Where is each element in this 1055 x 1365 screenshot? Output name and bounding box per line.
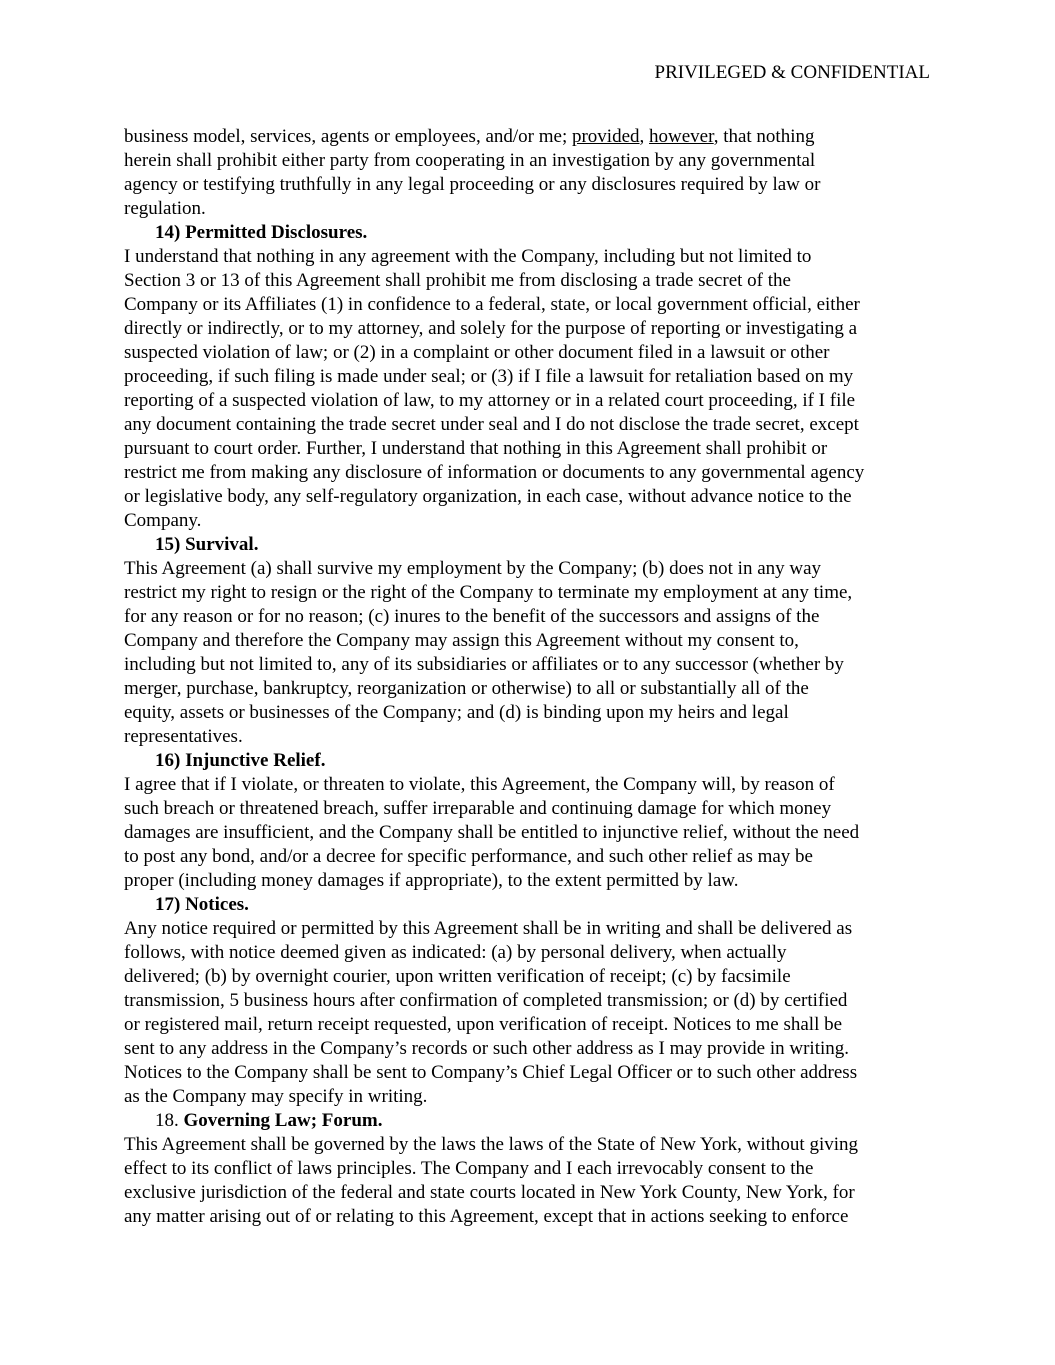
paragraph-line: transmission, 5 business hours after confirmation of completed transmission; or (d) by certified bbox=[124, 990, 848, 1011]
paragraph-line: representatives. bbox=[124, 726, 243, 747]
paragraph-line: damages are insufficient, and the Company shall be entitled to injunctive relief, without the need bbox=[124, 822, 860, 843]
paragraph-line: Section 3 or 13 of this Agreement shall prohibit me from disclosing a trade secret of the bbox=[124, 270, 791, 291]
section-heading bbox=[124, 533, 944, 557]
paragraph-line: exclusive jurisdiction of the federal and state courts located in New York County, New York, for bbox=[124, 1182, 855, 1203]
paragraph-line: Company or its Affiliates (1) in confidence to a federal, state, or local government official, either bbox=[124, 294, 860, 315]
underlined-provided: provided bbox=[571, 126, 640, 147]
paragraph-line: directly or indirectly, or to my attorney, and solely for the purpose of reporting or investigating a bbox=[124, 318, 858, 339]
section-number: 18. bbox=[155, 1110, 184, 1131]
text-segment: business model, services, agents or employees, and/or me; bbox=[124, 126, 572, 147]
document-body bbox=[124, 125, 944, 1229]
paragraph-line: restrict my right to resign or the right of the Company to terminate my employment at any time, bbox=[124, 582, 853, 603]
paragraph-line: merger, purchase, bankruptcy, reorganization or otherwise) to all or substantially all of the bbox=[124, 678, 809, 699]
paragraph-line: effect to its conflict of laws principles. The Company and I each irrevocably consent to the bbox=[124, 1158, 814, 1179]
intro-paragraph bbox=[124, 125, 944, 221]
paragraph-line: restrict me from making any disclosure of information or documents to any governmental agency bbox=[124, 462, 865, 483]
section-heading bbox=[124, 221, 944, 245]
section-number: 16) bbox=[155, 750, 181, 771]
section-heading bbox=[124, 893, 944, 917]
paragraph-line: suspected violation of law; or (2) in a complaint or other document filed in a lawsuit or other bbox=[124, 342, 830, 363]
paragraph-line: delivered; (b) by overnight courier, upon written verification of receipt; (c) by facsimile bbox=[124, 966, 791, 987]
intro-first-line bbox=[124, 125, 944, 149]
paragraph-line: any matter arising out of or relating to this Agreement, except that in actions seeking to enforce bbox=[124, 1206, 849, 1227]
paragraph-line: Any notice required or permitted by this Agreement shall be in writing and shall be delivered as bbox=[124, 918, 853, 939]
paragraph-line: such breach or threatened breach, suffer irreparable and continuing damage for which money bbox=[124, 798, 832, 819]
section-title: Injunctive Relief. bbox=[185, 750, 326, 771]
sections bbox=[124, 221, 944, 1229]
paragraph-line: agency or testifying truthfully in any legal proceeding or any disclosures required by law or bbox=[124, 174, 821, 195]
confidentiality-header: PRIVILEGED & CONFIDENTIAL bbox=[654, 62, 930, 83]
paragraph-line: or registered mail, return receipt requested, upon verification of receipt. Notices to me shall be bbox=[124, 1014, 843, 1035]
paragraph-line: Company. bbox=[124, 510, 202, 531]
paragraph-line: I understand that nothing in any agreement with the Company, including but not limited to bbox=[124, 246, 812, 267]
section-14 bbox=[124, 221, 944, 533]
section-title: Notices. bbox=[185, 894, 249, 915]
paragraph-line: I agree that if I violate, or threaten to violate, this Agreement, the Company will, by reason of bbox=[124, 774, 835, 795]
paragraph-line: herein shall prohibit either party from cooperating in an investigation by any governmental bbox=[124, 150, 816, 171]
paragraph-line: or legislative body, any self-regulatory organization, in each case, without advance notice to the bbox=[124, 486, 852, 507]
paragraph-line: as the Company may specify in writing. bbox=[124, 1086, 428, 1107]
paragraph-line: for any reason or for no reason; (c) inures to the benefit of the successors and assigns of the bbox=[124, 606, 820, 627]
section-heading bbox=[124, 1109, 944, 1133]
section-number: 17) bbox=[155, 894, 181, 915]
section-16 bbox=[124, 749, 944, 893]
section-15 bbox=[124, 533, 944, 749]
paragraph-line: This Agreement (a) shall survive my employment by the Company; (b) does not in any way bbox=[124, 558, 822, 579]
paragraph-line: Notices to the Company shall be sent to Company’s Chief Legal Officer or to such other address bbox=[124, 1062, 858, 1083]
paragraph-line: equity, assets or businesses of the Company; and (d) is binding upon my heirs and legal bbox=[124, 702, 789, 723]
section-title: Governing Law; Forum. bbox=[183, 1110, 383, 1131]
section-title: Permitted Disclosures. bbox=[185, 222, 368, 243]
text-segment: , bbox=[639, 126, 650, 147]
section-number: 14) bbox=[155, 222, 181, 243]
paragraph-line: including but not limited to, any of its subsidiaries or affiliates or to any successor (whether by bbox=[124, 654, 844, 675]
paragraph-line: regulation. bbox=[124, 198, 206, 219]
paragraph-line: This Agreement shall be governed by the laws the laws of the State of New York, without giving bbox=[124, 1134, 859, 1155]
underlined-however: however bbox=[649, 126, 714, 147]
section-heading bbox=[124, 749, 944, 773]
section-title: Survival. bbox=[185, 534, 259, 555]
paragraph-line: proceeding, if such filing is made under seal; or (3) if I file a lawsuit for retaliation based on my bbox=[124, 366, 854, 387]
paragraph-line: sent to any address in the Company’s records or such other address as I may provide in writing. bbox=[124, 1038, 850, 1059]
paragraph-line: pursuant to court order. Further, I understand that nothing in this Agreement shall prohibit or bbox=[124, 438, 828, 459]
paragraph-line: follows, with notice deemed given as indicated: (a) by personal delivery, when actually bbox=[124, 942, 787, 963]
paragraph-line: to post any bond, and/or a decree for specific performance, and such other relief as may be bbox=[124, 846, 813, 867]
section-number: 15) bbox=[155, 534, 181, 555]
section-17 bbox=[124, 893, 944, 1109]
text-segment: , that nothing bbox=[713, 126, 815, 147]
paragraph-line: reporting of a suspected violation of law, to my attorney or in a related court proceeding, if I file bbox=[124, 390, 856, 411]
paragraph-line: proper (including money damages if appropriate), to the extent permitted by law. bbox=[124, 870, 739, 891]
paragraph-line: Company and therefore the Company may assign this Agreement without my consent to, bbox=[124, 630, 799, 651]
paragraph-line: any document containing the trade secret under seal and I do not disclose the trade secret, except bbox=[124, 414, 859, 435]
section-18 bbox=[124, 1109, 944, 1229]
